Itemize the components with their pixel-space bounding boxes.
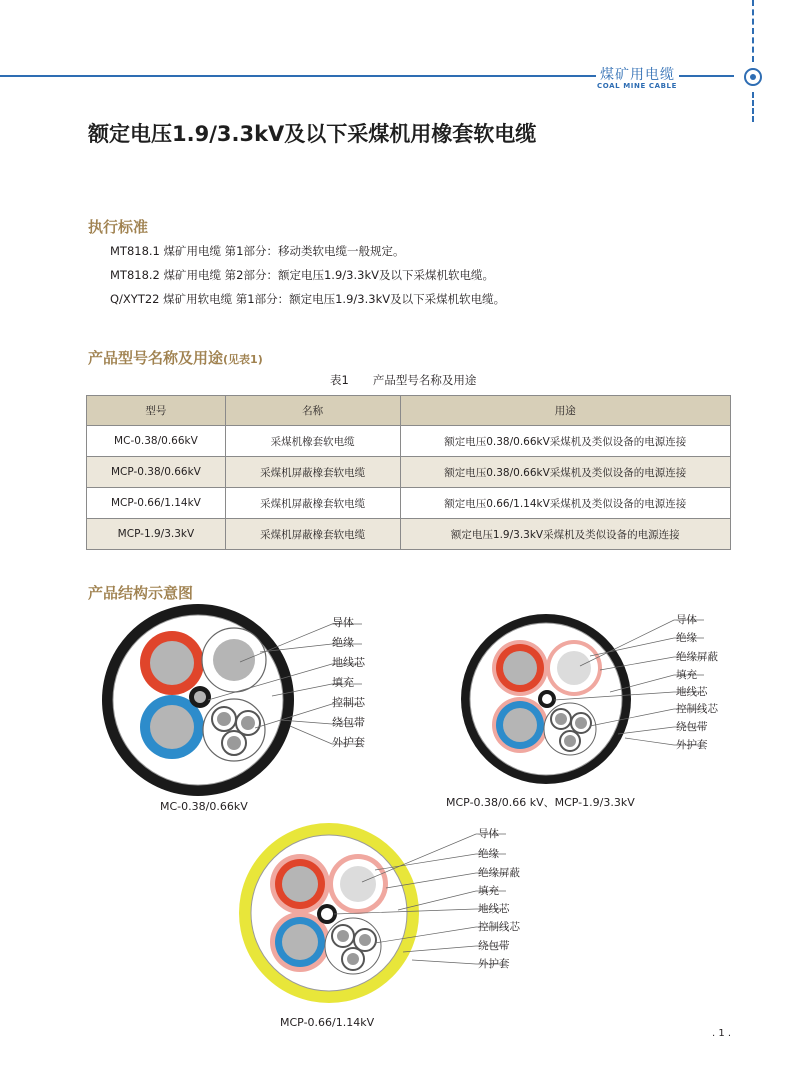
callout-labels	[332, 615, 366, 749]
conductor	[557, 651, 591, 685]
column-header: 名称	[225, 396, 400, 426]
callout-label: 外护套	[478, 958, 510, 970]
callout-label: 绝缘屏蔽	[478, 867, 520, 879]
page-title: 额定电压1.9/3.3kV及以下采煤机用橡套软电缆	[88, 122, 537, 146]
table-title: 产品型号名称及用途	[372, 373, 477, 387]
callout-label: 外护套	[332, 736, 365, 749]
products-heading-note: (见表1)	[223, 353, 263, 366]
conductor	[282, 866, 318, 902]
control-conductor	[217, 712, 231, 726]
cell-name: 采煤机屏蔽橡套软电缆	[225, 488, 400, 519]
callout-label: 绝缘	[478, 848, 499, 860]
header-rule-segment	[694, 75, 734, 77]
callout-label: 外护套	[676, 739, 708, 751]
conductor	[340, 866, 376, 902]
control-conductor	[575, 717, 587, 729]
callout-label: 绕包带	[676, 721, 708, 733]
cell-usage: 额定电压1.9/3.3kV采煤机及类似设备的电源连接	[400, 519, 730, 550]
cell-usage: 额定电压0.38/0.66kV采煤机及类似设备的电源连接	[400, 426, 730, 457]
conductor	[503, 708, 537, 742]
standards-heading: 执行标准	[88, 218, 149, 236]
conductor	[213, 639, 255, 681]
callout-label: 控制线芯	[478, 921, 520, 933]
cable-diagram-mc	[100, 600, 400, 820]
products-table	[86, 395, 731, 550]
cable-diagram-mcp	[440, 608, 750, 813]
conductor	[150, 641, 194, 685]
standard-item: MT818.2 煤矿用电缆 第2部分：额定电压1.9/3.3kV及以下采煤机软电缆。	[110, 268, 494, 282]
header-vertical-rule-lower	[752, 92, 754, 122]
table-header-row	[87, 396, 731, 426]
callout-label: 绝缘	[332, 636, 354, 649]
cell-usage: 额定电压0.66/1.14kV采煤机及类似设备的电源连接	[400, 488, 730, 519]
control-conductor	[347, 953, 359, 965]
products-heading-text: 产品型号名称及用途	[88, 349, 224, 367]
callout-label: 填充	[332, 676, 354, 689]
conductor	[282, 924, 318, 960]
control-conductor	[359, 934, 371, 946]
callout-label: 绕包带	[332, 716, 365, 729]
header-category-en: COAL MINE CABLE	[597, 82, 677, 90]
header-vertical-rule	[752, 0, 754, 62]
cell-model: MCP-0.38/0.66kV	[87, 457, 226, 488]
callout-labels	[478, 827, 520, 970]
conductor	[150, 705, 194, 749]
cell-name: 采煤机屏蔽橡套软电缆	[225, 519, 400, 550]
callout-label: 绝缘	[676, 632, 697, 644]
standard-item: MT818.1 煤矿用电缆 第1部分：移动类软电缆一般规定。	[110, 244, 405, 258]
cell-model: MCP-1.9/3.3kV	[87, 519, 226, 550]
products-heading	[88, 347, 263, 368]
target-icon	[744, 68, 762, 86]
table-label: 表1	[330, 373, 349, 387]
column-header: 型号	[87, 396, 226, 426]
ground-conductor	[542, 694, 552, 704]
callout-label: 地线芯	[332, 656, 365, 669]
diagram-caption: MCP-0.38/0.66 kV、MCP-1.9/3.3kV	[446, 796, 635, 809]
control-conductor	[337, 930, 349, 942]
cell-model: MC-0.38/0.66kV	[87, 426, 226, 457]
callout-label: 填充	[478, 885, 499, 897]
control-conductor	[227, 736, 241, 750]
diagram-caption: MC-0.38/0.66kV	[160, 800, 248, 813]
callout-label: 导体	[478, 828, 499, 840]
control-conductor	[241, 716, 255, 730]
table-row	[87, 488, 731, 519]
structure-heading: 产品结构示意图	[88, 584, 194, 602]
standard-item: Q/XYT22 煤矿用软电缆 第1部分：额定电压1.9/3.3kV及以下采煤机软电缆。	[110, 292, 506, 306]
cell-name: 采煤机屏蔽橡套软电缆	[225, 457, 400, 488]
cable-diagram-mcp-114	[240, 818, 560, 1033]
callout-labels	[676, 613, 718, 751]
callout-label: 填充	[676, 669, 697, 681]
conductor	[503, 651, 537, 685]
page-number: . 1 .	[712, 1028, 732, 1039]
table-row	[87, 519, 731, 550]
control-conductor	[564, 735, 576, 747]
callout-label: 控制芯	[332, 696, 365, 709]
cell-usage: 额定电压0.38/0.66kV采煤机及类似设备的电源连接	[400, 457, 730, 488]
control-conductor	[555, 713, 567, 725]
callout-label: 地线芯	[676, 686, 708, 698]
callout-label: 导体	[332, 616, 354, 629]
callout-label: 绝缘屏蔽	[676, 651, 718, 663]
cell-name: 采煤机橡套软电缆	[225, 426, 400, 457]
callout-label: 控制线芯	[676, 703, 718, 715]
ground-conductor	[194, 691, 206, 703]
column-header: 用途	[400, 396, 730, 426]
callout-label: 导体	[676, 614, 697, 626]
table-row	[87, 457, 731, 488]
callout-label: 绕包带	[478, 940, 510, 952]
diagram-caption: MCP-0.66/1.14kV	[280, 1016, 375, 1029]
table-row	[87, 426, 731, 457]
cell-model: MCP-0.66/1.14kV	[87, 488, 226, 519]
header-category: 煤矿用电缆	[596, 64, 679, 84]
callout-label: 地线芯	[478, 903, 510, 915]
table-caption	[330, 372, 476, 388]
ground-conductor	[321, 908, 333, 920]
